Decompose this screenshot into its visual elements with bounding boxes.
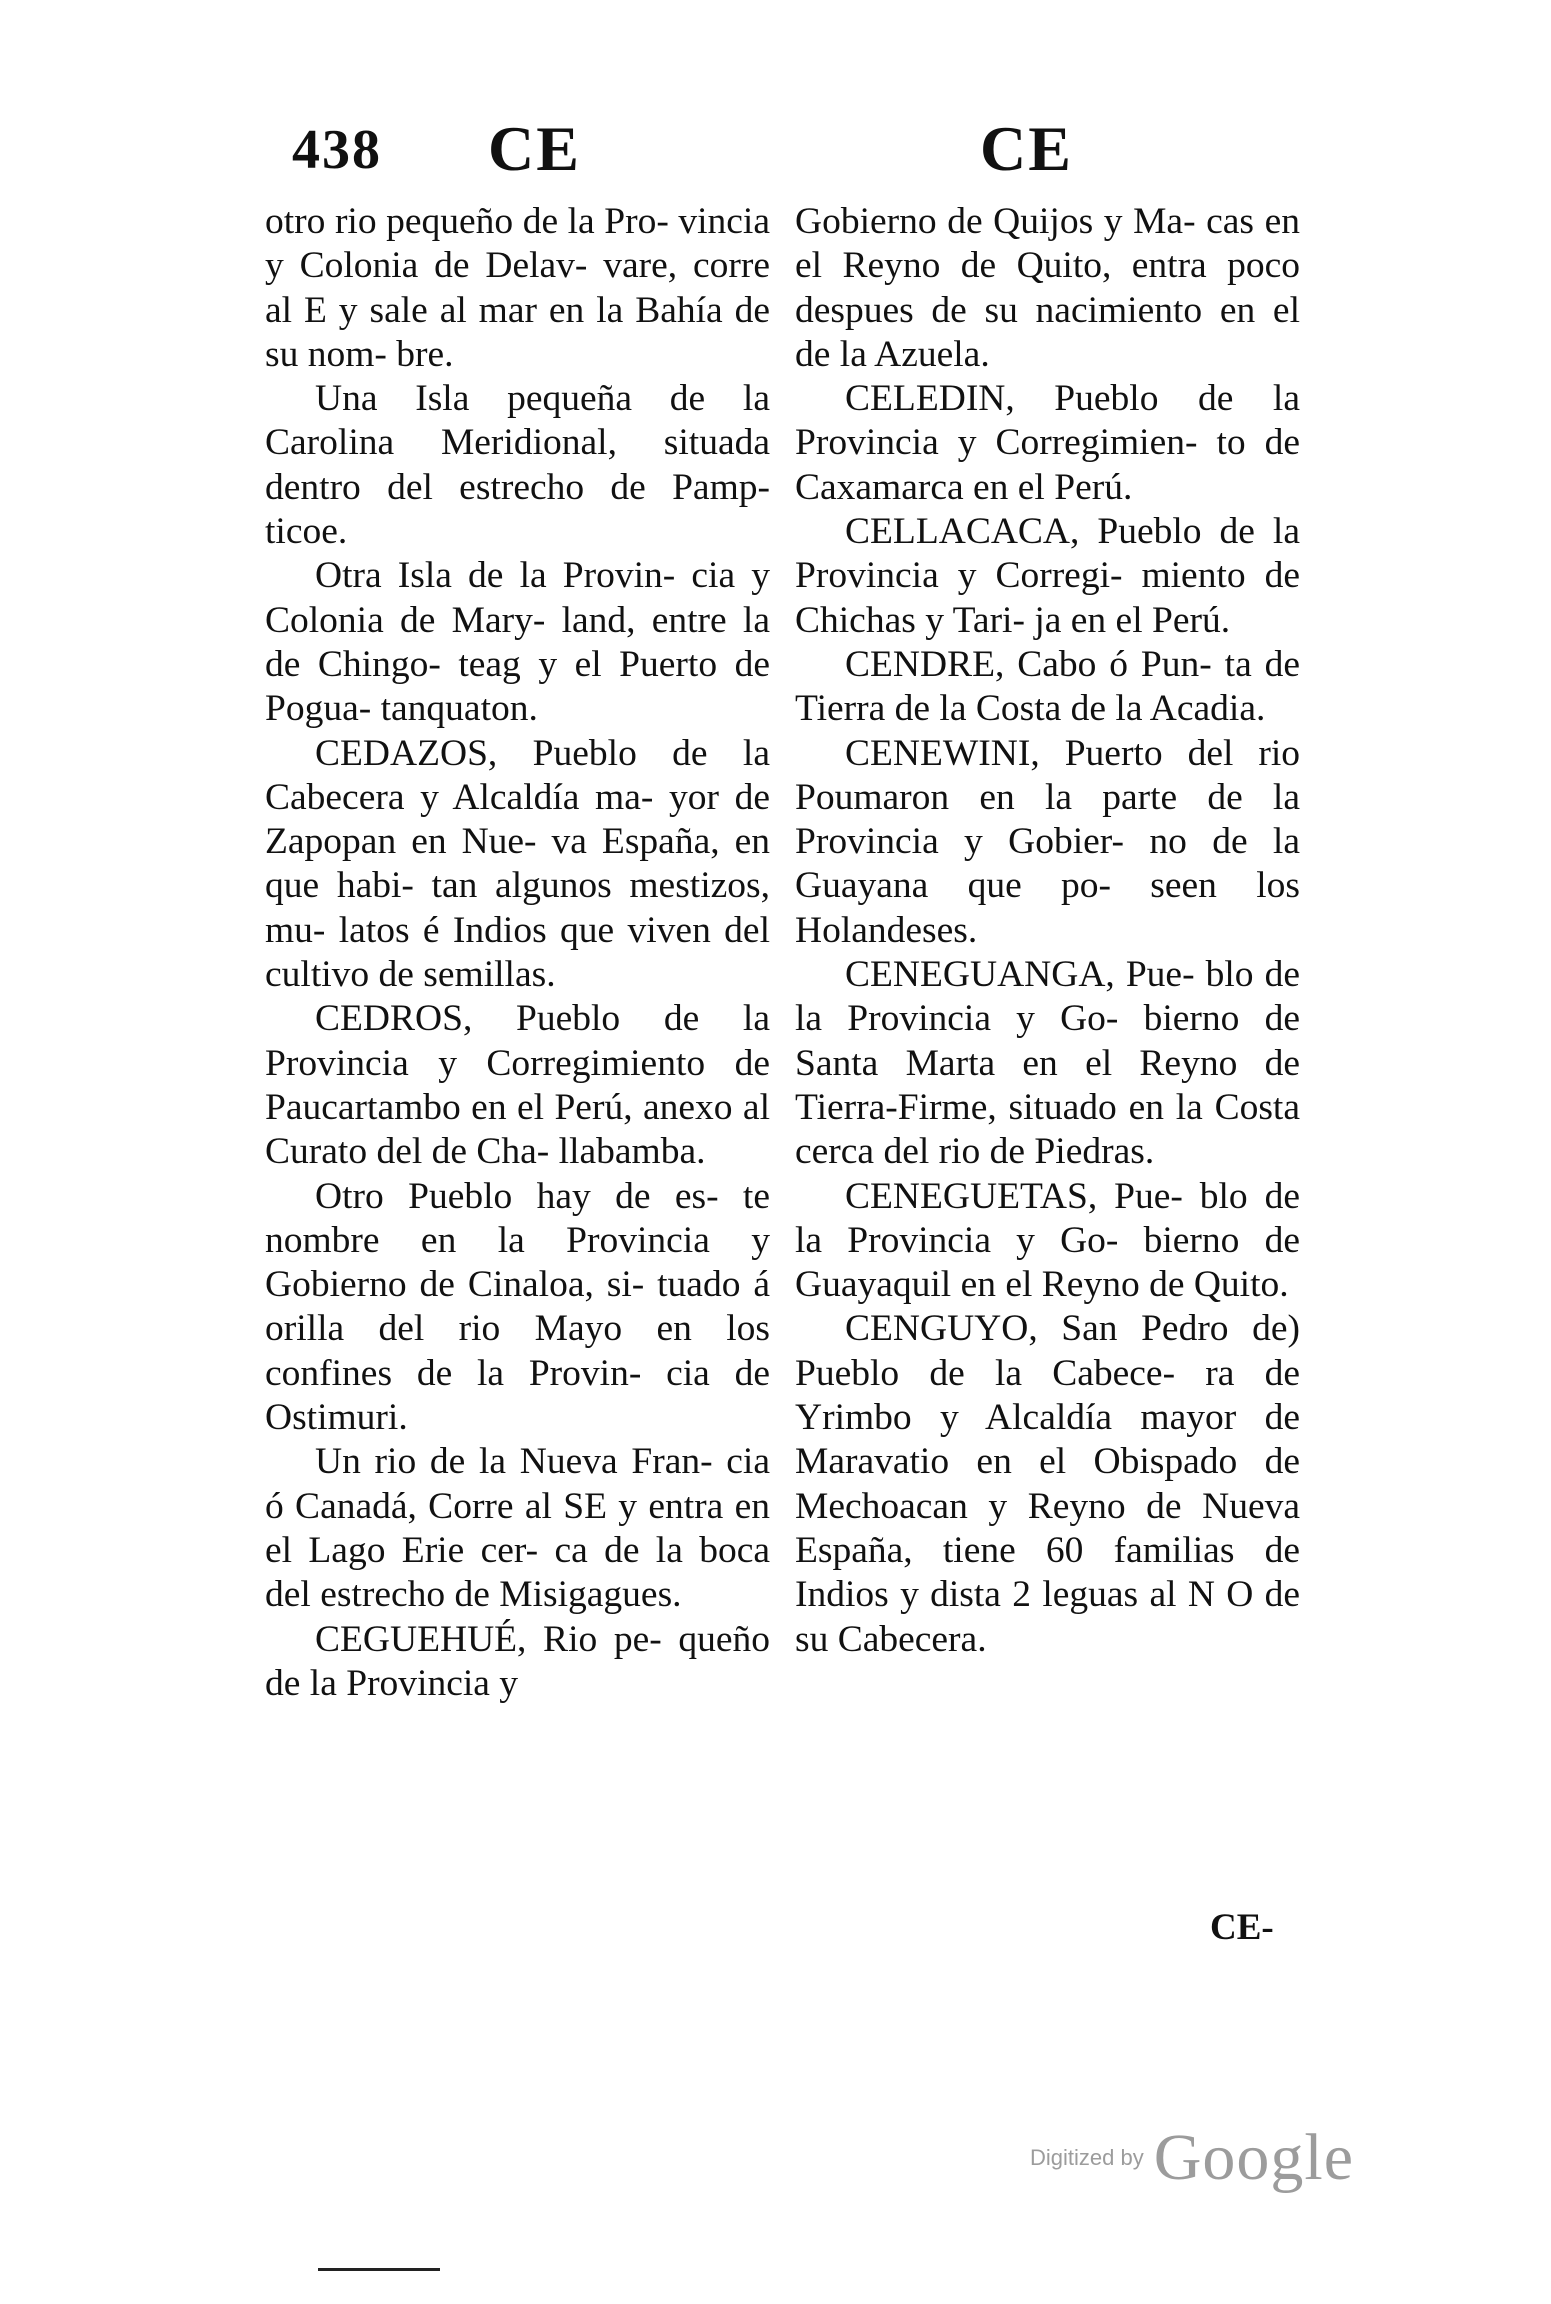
entry-text: CELEDIN, Pueblo de la Provincia y Corregimien- to de Caxamarca en el Perú.	[795, 378, 1300, 508]
entry-text: Otra Isla de la Provin- cia y Colonia de Mary- land, entre la de Chingo- teag y el Puerto de Pogua- tanquaton.	[265, 555, 770, 730]
entry-text: Una Isla pequeña de la Carolina Meridional, situada dentro del estrecho de Pamp- ticoe.	[265, 378, 770, 553]
entry-text: CENEWINI, Puerto del rio Poumaron en la parte de la Provincia y Gobier- no de la Guayana que po- seen los Holandeses.	[795, 732, 1300, 951]
catchword: CE-	[1210, 1907, 1274, 1948]
google-logo: Google	[1153, 2121, 1355, 2194]
entry-text: CELLACACA, Pueblo de la Provincia y Corregi- miento de Chichas y Tari- ja en el Perú.	[795, 511, 1300, 641]
entry-text: Otro Pueblo hay de es- te nombre en la Provincia y Gobierno de Cinaloa, si- tuado á orilla del rio Mayo en los confines de la Provin- cia de Ostimuri.	[265, 1175, 770, 1439]
running-head-left: CE	[488, 113, 581, 184]
left-column	[265, 200, 770, 1706]
entry-text: CEDAZOS, Pueblo de la Cabecera y Alcaldía ma- yor de Zapopan en Nue- va España, en que habi- tan algunos mestizos, mu- latos é Indios que viven del cultivo de semillas.	[265, 732, 770, 996]
page-number: 438	[292, 119, 382, 181]
watermark-prefix: Digitized by	[1030, 2145, 1144, 2170]
entry-text: CENDRE, Cabo ó Pun- ta de Tierra de la Costa de la Acadia.	[795, 643, 1300, 730]
digitized-watermark	[1030, 2120, 1354, 2196]
right-column	[795, 200, 1300, 1662]
entry-text: CEGUEHUÉ, Rio pe- queño de la Provincia y	[265, 1618, 770, 1704]
footer-rule	[318, 2268, 440, 2271]
running-head-right: CE	[980, 113, 1073, 184]
entry-text: Un rio de la Nueva Fran- cia ó Canadá, Corre al SE y entra en el Lago Erie cer- ca de la boca del estrecho de Misigagues.	[265, 1441, 770, 1616]
entry-text: Gobierno de Quijos y Ma- cas en el Reyno de Quito, entra poco despues de su nacimiento en el de la Azuela.	[795, 201, 1300, 375]
entry-text: CENEGUETAS, Pue- blo de la Provincia y Go- bierno de Guayaquil en el Reyno de Quito.	[795, 1175, 1300, 1306]
entry-text: otro rio pequeño de la Pro- vincia y Colonia de Delav- vare, corre al E y sale al mar en la Bahía de su nom- bre.	[265, 201, 770, 375]
entry-text: CENGUYO, San Pedro de) Pueblo de la Cabece- ra de Yrimbo y Alcaldía mayor de Maravatio en el Obispado de Mechoacan y Reyno de Nueva España, tiene 60 familias de Indios y dista 2 leguas al N O de su Cabecera.	[795, 1308, 1300, 1660]
entry-text: CENEGUANGA, Pue- blo de la Provincia y Go- bierno de Santa Marta en el Reyno de Tierra-Firme, situado en la Costa cerca del rio de Piedras.	[795, 954, 1300, 1173]
entry-text: CEDROS, Pueblo de la Provincia y Corregimiento de Paucartambo en el Perú, anexo al Curato del de Cha- llabamba.	[265, 998, 770, 1173]
